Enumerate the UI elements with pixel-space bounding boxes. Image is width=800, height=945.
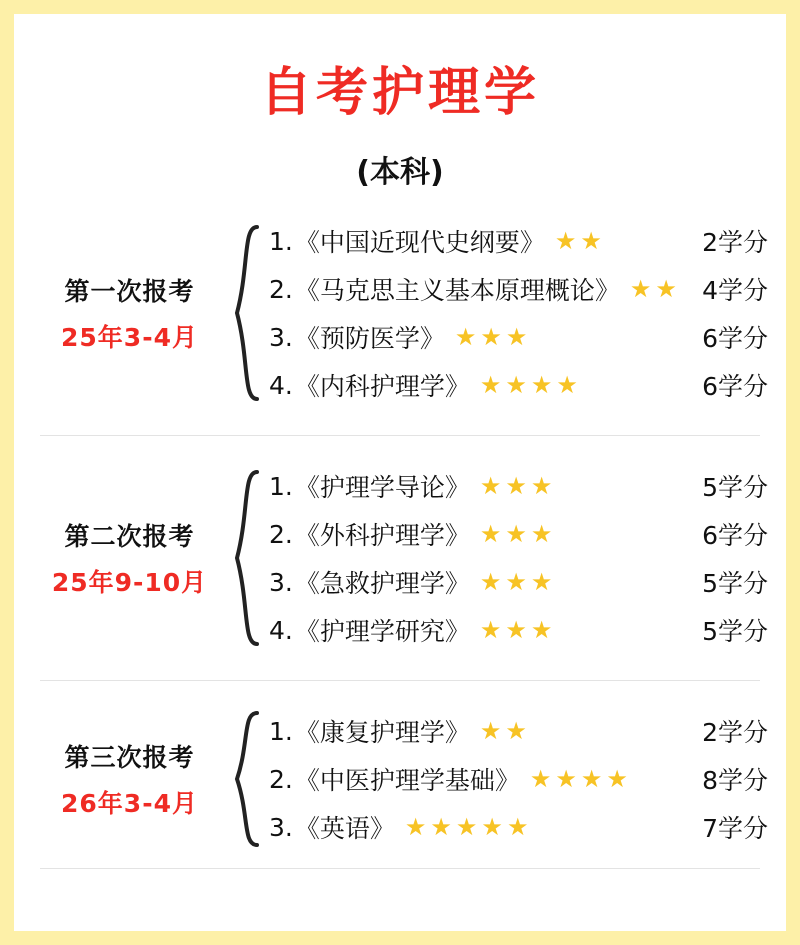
course-name: 《内科护理学》 bbox=[294, 372, 470, 401]
section-divider-3 bbox=[40, 868, 760, 869]
exam-group-1-title: 第一次报考 bbox=[64, 277, 195, 306]
exam-group-2 bbox=[14, 462, 786, 654]
exam-group-3-date: 26年3-4月 bbox=[61, 789, 198, 818]
exam-group-1-date: 25年3-4月 bbox=[61, 323, 198, 352]
star-rating: ★★★★★ bbox=[404, 813, 533, 841]
course-credit: 6学分 bbox=[702, 372, 768, 401]
course-number: 3. bbox=[269, 567, 293, 597]
star-rating: ★★★ bbox=[479, 616, 557, 644]
exam-group-3-title: 第三次报考 bbox=[64, 743, 195, 772]
course-number: 4. bbox=[269, 370, 293, 400]
course-number: 2. bbox=[269, 274, 293, 304]
course-credit: 7学分 bbox=[702, 814, 768, 843]
course-row bbox=[269, 265, 786, 313]
course-credit: 5学分 bbox=[702, 617, 768, 646]
star-rating: ★★ bbox=[629, 275, 681, 303]
course-row bbox=[269, 361, 786, 409]
exam-group-list bbox=[14, 217, 786, 851]
course-number: 2. bbox=[269, 764, 293, 794]
course-credit: 2学分 bbox=[702, 228, 768, 257]
course-credit: 8学分 bbox=[702, 766, 768, 795]
course-name: 《护理学导论》 bbox=[294, 473, 470, 502]
brace-icon-1 bbox=[229, 223, 263, 403]
course-credit: 5学分 bbox=[702, 473, 768, 502]
brace-icon-3 bbox=[229, 709, 263, 849]
section-divider-1 bbox=[40, 435, 760, 436]
star-rating: ★★★ bbox=[479, 520, 557, 548]
brace-icon-2 bbox=[229, 468, 263, 648]
course-number: 1. bbox=[269, 716, 293, 746]
course-number: 3. bbox=[269, 812, 293, 842]
course-name: 《中国近现代史纲要》 bbox=[294, 228, 545, 257]
exam-group-2-rows bbox=[263, 462, 786, 654]
course-row bbox=[269, 803, 786, 851]
star-rating: ★★★★ bbox=[529, 765, 632, 793]
course-row bbox=[269, 755, 786, 803]
page-title: 自考护理学 bbox=[259, 63, 540, 123]
course-number: 4. bbox=[269, 615, 293, 645]
course-row bbox=[269, 462, 786, 510]
course-row bbox=[269, 606, 786, 654]
course-number: 1. bbox=[269, 226, 293, 256]
course-row bbox=[269, 707, 786, 755]
course-name: 《英语》 bbox=[294, 814, 395, 843]
course-number: 2. bbox=[269, 519, 293, 549]
section-divider-2 bbox=[40, 680, 760, 681]
star-rating: ★★★ bbox=[479, 568, 557, 596]
exam-group-1 bbox=[14, 217, 786, 409]
star-rating: ★★ bbox=[479, 717, 531, 745]
exam-group-2-date: 25年9-10月 bbox=[51, 568, 208, 597]
course-number: 1. bbox=[269, 471, 293, 501]
poster-card bbox=[14, 14, 786, 931]
star-rating: ★★★★ bbox=[479, 371, 582, 399]
course-credit: 5学分 bbox=[702, 569, 768, 598]
course-name: 《外科护理学》 bbox=[294, 521, 470, 550]
star-rating: ★★★ bbox=[454, 323, 532, 351]
course-credit: 6学分 bbox=[702, 324, 768, 353]
course-row bbox=[269, 558, 786, 606]
exam-group-2-title: 第二次报考 bbox=[64, 522, 195, 551]
course-name: 《护理学研究》 bbox=[294, 617, 470, 646]
page-subtitle: (本科) bbox=[356, 155, 444, 190]
course-credit: 4学分 bbox=[702, 276, 768, 305]
exam-group-1-rows bbox=[263, 217, 786, 409]
course-credit: 6学分 bbox=[702, 521, 768, 550]
exam-group-1-label bbox=[14, 272, 229, 354]
course-credit: 2学分 bbox=[702, 718, 768, 747]
exam-group-3-rows bbox=[263, 707, 786, 851]
star-rating: ★★★ bbox=[479, 472, 557, 500]
course-row bbox=[269, 313, 786, 361]
exam-group-2-label bbox=[14, 517, 229, 599]
exam-group-3 bbox=[14, 707, 786, 851]
course-name: 《康复护理学》 bbox=[294, 718, 470, 747]
course-name: 《急救护理学》 bbox=[294, 569, 470, 598]
star-rating: ★★ bbox=[554, 227, 606, 255]
exam-group-3-label bbox=[14, 738, 229, 820]
course-row bbox=[269, 510, 786, 558]
course-name: 《预防医学》 bbox=[294, 324, 445, 353]
course-name: 《马克思主义基本原理概论》 bbox=[294, 276, 620, 305]
course-number: 3. bbox=[269, 322, 293, 352]
course-row bbox=[269, 217, 786, 265]
course-name: 《中医护理学基础》 bbox=[294, 766, 520, 795]
